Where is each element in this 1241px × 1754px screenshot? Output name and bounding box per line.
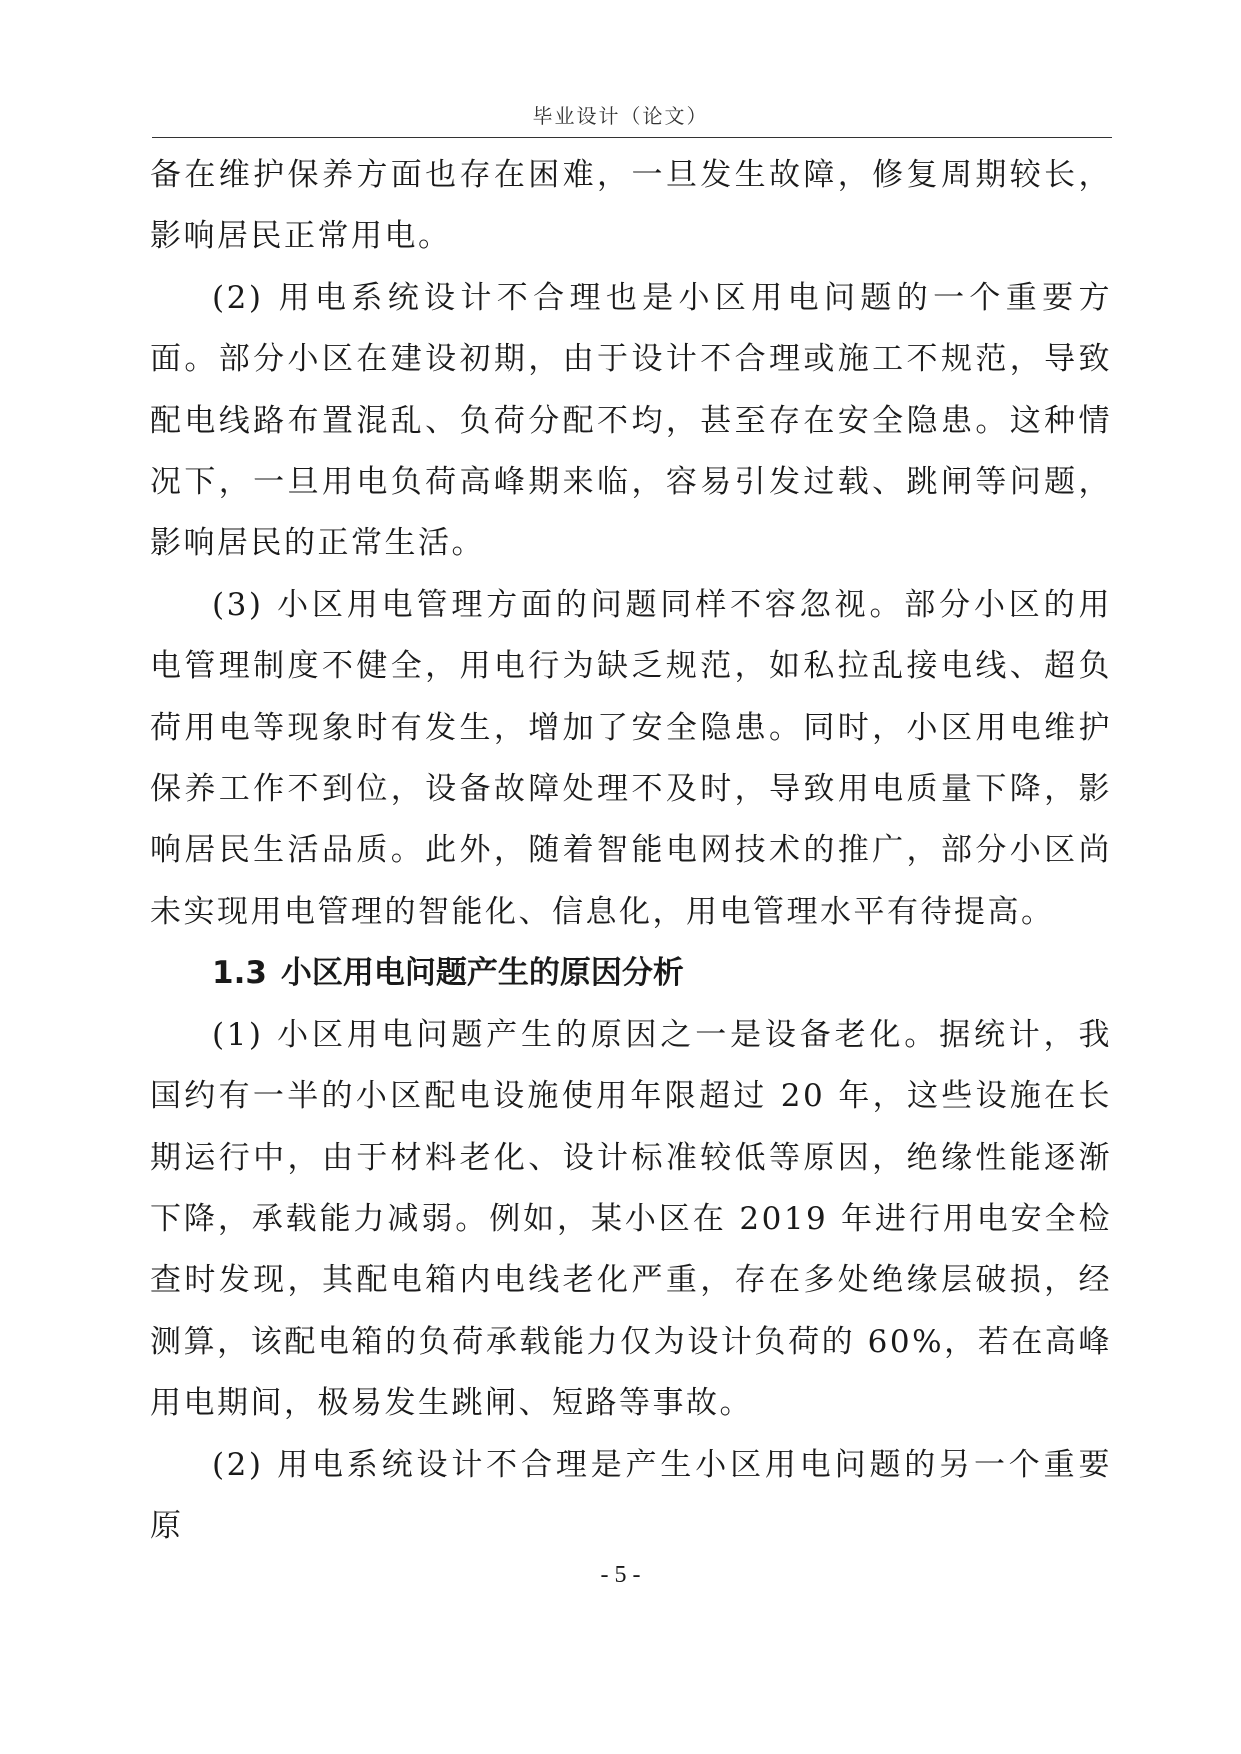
section-number: 1.3 [212, 955, 267, 992]
page-number: - 5 - [600, 1562, 641, 1588]
paragraph-management-issues: (3) 小区用电管理方面的问题同样不容忽视。部分小区的用电管理制度不健全，用电行为缺乏规范，如私拉乱接电线、超负荷用电等现象时有发生，增加了安全隐患。同时，小区用电维护保养工作不到位，设备故障处理不及时，导致用电质量下降，影响居民生活品质。此外，随着智能电网技术的推广，部分小区尚未实现用电管理的智能化、信息化，用电管理水平有待提高。 [150, 586, 1112, 930]
paragraph-design-cause: (2) 用电系统设计不合理是产生小区用电问题的另一个重要原 [150, 1446, 1112, 1544]
paragraph-design-issues: (2) 用电系统设计不合理也是小区用电问题的一个重要方面。部分小区在建设初期，由于设计不合理或施工不规范，导致配电线路布置混乱、负荷分配不均，甚至存在安全隐患。这种情况下，一旦用电负荷高峰期来临，容易引发过载、跳闸等问题，影响居民的正常生活。 [150, 279, 1112, 562]
header-divider [152, 137, 1112, 138]
section-heading [150, 943, 1112, 1004]
paragraph-equipment-aging: (1) 小区用电问题产生的原因之一是设备老化。据统计，我国约有一半的小区配电设施使用年限超过 20 年，这些设施在长期运行中，由于材料老化、设计标准较低等原因，绝缘性能逐渐下降，承载能力减弱。例如，某小区在 2019 年进行用电安全检查时发现，其配电箱内电线老化严重，存在多处绝缘层破损，经测算，该配电箱的负荷承载能力仅为设计负荷的 60%，若在高峰用电期间，极易发生跳闸、短路等事故。 [150, 1016, 1112, 1422]
paragraph-continued: 备在维护保养方面也存在困难，一旦发生故障，修复周期较长，影响居民正常用电。 [150, 157, 1112, 255]
running-header: 毕业设计（论文） [532, 104, 709, 128]
section-title: 小区用电问题产生的原因分析 [280, 955, 684, 992]
body-text [150, 145, 1112, 1557]
